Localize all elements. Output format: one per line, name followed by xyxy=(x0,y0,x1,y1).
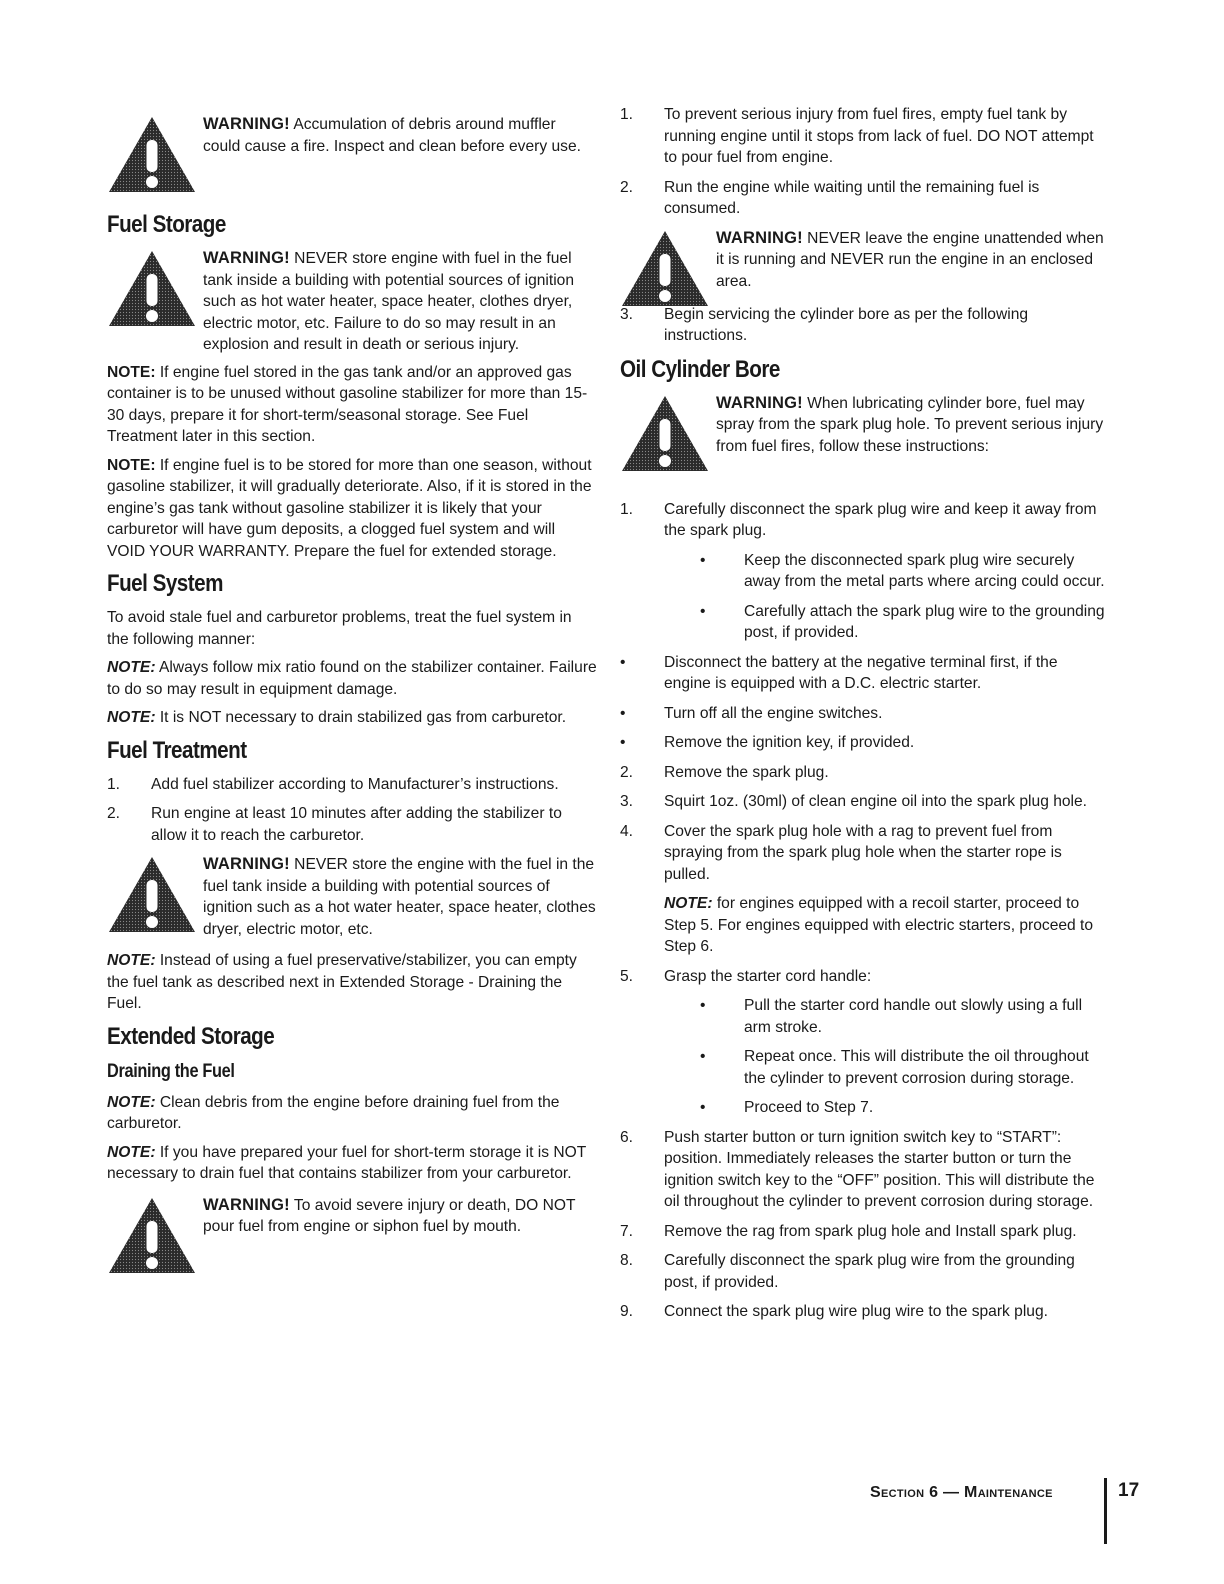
list-item: • Proceed to Step 7. xyxy=(700,1099,874,1116)
list-item: 1. To prevent serious injury from fuel fires, empty fuel tank by running engine until it stops from lack of fuel. DO NOT attempt to pour fuel from engine. xyxy=(620,106,1094,166)
heading-oil-cylinder-bore: Oil Cylinder Bore xyxy=(620,355,780,383)
warning-text: NEVER leave the engine unattended when it is running and NEVER run the engine in an enclosed area. xyxy=(716,229,1104,290)
warning-icon xyxy=(620,228,710,308)
warning-label: WARNING! xyxy=(716,228,803,247)
warning-label: WARNING! xyxy=(203,249,290,267)
list-item: 9. Connect the spark plug wire plug wire to the spark plug. xyxy=(620,1303,1048,1320)
warning-unattended xyxy=(620,228,1108,298)
warning-text: When lubricating cylinder bore, fuel may spray from the spark plug hole. To prevent serious injury from fuel fires, follow these instructions: xyxy=(716,394,1104,455)
section-title: Section 6 — Maintenance xyxy=(870,1484,1053,1501)
list-item: • Carefully attach the spark plug wire to the grounding post, if provided. xyxy=(700,602,1105,641)
list-item: 3. Squirt 1oz. (30ml) of clean engine oil into the spark plug hole. xyxy=(620,793,1088,810)
note-fuel-system-2: NOTE: It is NOT necessary to drain stabilized gas from carburetor. xyxy=(107,709,567,726)
warning-muffler xyxy=(107,114,597,204)
warning-label: WARNING! xyxy=(203,1195,290,1214)
left-column xyxy=(107,100,597,1291)
warning-text: To avoid severe injury or death, DO NOT pour fuel from engine or siphon fuel by mouth. xyxy=(203,1196,576,1235)
warning-fuel-storage xyxy=(107,248,597,356)
warning-fuel-treatment xyxy=(107,854,597,944)
heading-fuel-system: Fuel System xyxy=(107,570,223,597)
list-item: • Remove the ignition key, if provided. xyxy=(620,734,915,751)
warning-text: Accumulation of debris around muffler could cause a fire. Inspect and clean before every use. xyxy=(203,116,581,155)
note-fuel-treatment: NOTE: Instead of using a fuel preservative/stabilizer, you can empty the fuel tank as described next in Extended Storage - Draining the Fuel. xyxy=(107,952,577,1012)
warning-label: WARNING! xyxy=(203,855,290,873)
warning-oil-cylinder xyxy=(620,393,1108,493)
list-item: 5. Grasp the starter cord handle: xyxy=(620,967,872,985)
list-item: • Keep the disconnected spark plug wire securely away from the metal parts where arcing could occur. xyxy=(700,551,1105,590)
heading-extended-storage: Extended Storage xyxy=(107,1022,275,1050)
list-item: • Disconnect the battery at the negative terminal first, if the engine is equipped with a D.C. electric starter. xyxy=(620,653,1058,692)
fuel-system-intro: To avoid stale fuel and carburetor problems, treat the fuel system in the following manner: xyxy=(107,609,572,648)
warning-icon xyxy=(107,114,197,194)
list-item: 1. Carefully disconnect the spark plug wire and keep it away from the spark plug. xyxy=(620,500,1097,539)
note-fuel-storage-1: NOTE: If engine fuel stored in the gas tank and/or an approved gas container is to be unused without gasoline stabilizer for more than 15-30 days, prepare it for short-term/seasonal storage. See Fuel Treatment later in this section. xyxy=(107,363,588,445)
list-item: • Turn off all the engine switches. xyxy=(620,704,883,722)
heading-fuel-treatment: Fuel Treatment xyxy=(107,736,247,764)
warning-label: WARNING! xyxy=(203,115,290,133)
warning-icon xyxy=(107,854,197,934)
list-item: • Pull the starter cord handle out slowly using a full arm stroke. xyxy=(700,997,1083,1036)
warning-label: WARNING! xyxy=(716,393,803,412)
note-extended-1: NOTE: Clean debris from the engine before draining fuel from the carburetor. xyxy=(107,1093,560,1132)
list-item: 4. Cover the spark plug hole with a rag to prevent fuel from spraying from the spark plug hole when the starter rope is pulled. xyxy=(620,822,1062,883)
page-number: 17 xyxy=(1118,1480,1140,1501)
right-column xyxy=(620,104,1108,1331)
page-footer xyxy=(860,1478,1150,1548)
list-item: 8. Carefully disconnect the spark plug wire from the grounding post, if provided. xyxy=(620,1252,1075,1291)
list-item: 2. Remove the spark plug. xyxy=(620,763,829,781)
warning-extended-storage xyxy=(107,1195,597,1285)
note-fuel-storage-2: NOTE: If engine fuel is to be stored for more than one season, without gasoline stabilizer, it will gradually deteriorate. Also, if it is stored in the engine’s gas tank without gasoline stabilizer it is likely that your carburetor will have gum deposits, a clogged fuel system and will VOID YOUR WARRANTY. Prepare the fuel for extended storage. xyxy=(107,456,592,560)
list-item: 6. Push starter button or turn ignition switch key to “START”: position. Immediately releases the starter button or turn the ignition switch key to the “OFF” position. This will distribute the oil throughout the cylinder to prevent corrosion during storage. xyxy=(620,1128,1095,1210)
list-item: 3. Begin servicing the cylinder bore as per the following instructions. xyxy=(620,305,1029,344)
note-extended-2: NOTE: If you have prepared your fuel for short-term storage it is NOT necessary to drain fuel that contains stabilizer from your carburetor. xyxy=(107,1143,586,1182)
list-item: 7. Remove the rag from spark plug hole and Install spark plug. xyxy=(620,1222,1077,1240)
list-item: 1. Add fuel stabilizer according to Manufacturer’s instructions. xyxy=(107,775,559,793)
warning-text: NEVER store the engine with the fuel in the fuel tank inside a building with potential sources of ignition such as a hot water heater, space heater, clothes dryer, electric motor, etc. xyxy=(203,856,596,938)
warning-text: NEVER store engine with fuel in the fuel tank inside a building with potential sources of ignition such as hot water heater, space heater, clothes dryer, electric motor, etc. Failure to do so may result in an explosion and result in death or serious injury. xyxy=(203,250,575,353)
note-step4: NOTE: for engines equipped with a recoil starter, proceed to Step 5. For engines equipped with electric starters, proceed to Step 6. xyxy=(664,895,1094,955)
note-fuel-system-1: NOTE: Always follow mix ratio found on the stabilizer container. Failure to do so may result in equipment damage. xyxy=(107,659,597,698)
warning-icon xyxy=(107,1195,197,1275)
subheading-draining-fuel: Draining the Fuel xyxy=(107,1060,235,1082)
list-item: 2. Run engine at least 10 minutes after adding the stabilizer to allow it to reach the carburetor. xyxy=(107,805,562,844)
footer-divider xyxy=(1104,1478,1107,1544)
list-item: • Repeat once. This will distribute the oil throughout the cylinder to prevent corrosion during storage. xyxy=(700,1048,1089,1087)
list-item: 2. Run the engine while waiting until the remaining fuel is consumed. xyxy=(620,178,1040,217)
warning-icon xyxy=(107,248,197,328)
warning-icon xyxy=(620,393,710,473)
heading-fuel-storage: Fuel Storage xyxy=(107,211,226,238)
